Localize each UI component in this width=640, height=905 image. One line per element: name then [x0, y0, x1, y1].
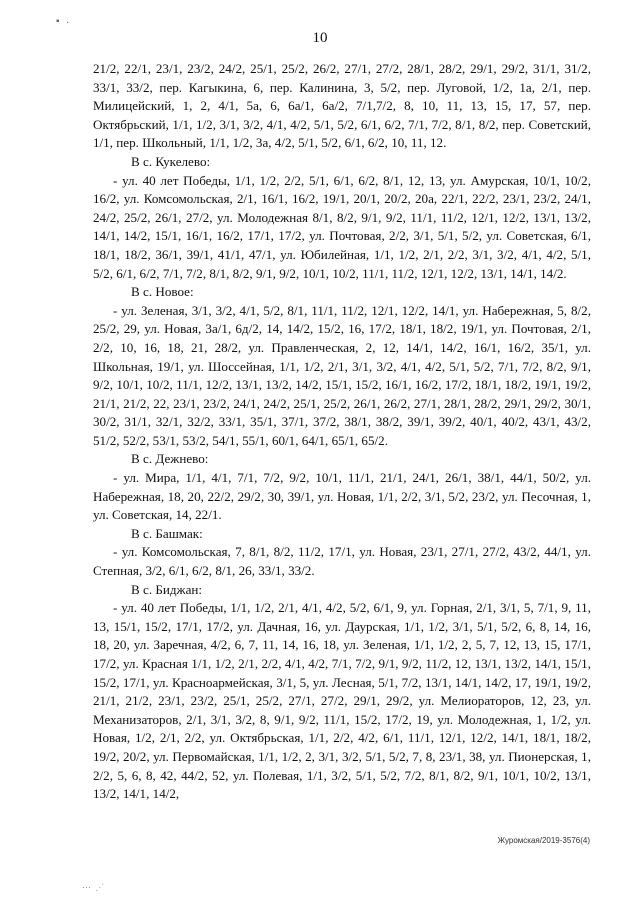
document-body — [93, 60, 591, 804]
address-list: - ул. Комсомольская, 7, 8/1, 8/2, 11/2, 17/1, ул. Новая, 23/1, 27/1, 27/2, 43/2, 44/1, ул. Степная, 3/2, 6/1, 6/2, 8/1, 26, 33/1, 33/2. — [93, 544, 591, 579]
document-footer: Журомская/2019-3576(4) — [497, 836, 590, 845]
scan-speck: · — [66, 18, 70, 29]
scan-artifact: ⋯ ⋰ — [82, 882, 106, 892]
section-heading: В с. Биджан: — [131, 581, 203, 597]
address-list: - ул. 40 лет Победы, 1/1, 1/2, 2/1, 4/1, 4/2, 5/2, 6/1, 9, ул. Горная, 2/1, 3/1, 5, 7/1, 9, 11, 13, 15/1, 15/2, 17/1, 17/2, ул. Дачная, 16, ул. Даурская, 1/1, 1/2, 3/1, 5/1, 5/2, 6, 8, 14, 16, 18, 20, ул. Заречная, 4/2, 6, 7, 11, 14, 16, 18, ул. Зеленая, 1/1, 1/2, 2, 5, 7, 12, 13, 15, 17/1, 17/2, ул. Красная 1/1, 1/2, 2/1, 2/2, 4/1, 4/2, 7/1, 7/2, 9/1, 9/2, 11/2, 12, 13/1, 13/2, 14/1, 15/1, 15/2, 17/1, ул. Красноармейская, 3/1, 5, ул. Лесная, 5/1, 7/2, 13/1, 14/1, 14/2, 17, 19/1, 19/2, 21/1, 21/2, 23/1, 23/2, 25/1, 25/2, 27/1, 27/2, 29/1, 29/2, ул. Мелиораторов, 12, 23, ул. Механизаторов, 2/1, 3/1, 3/2, 8, 9/1, 9/2, 11/1, 15/2, 17/2, 19, ул. Молодежная, 1, 1/2, ул. Новая, 1/2, 2/1, 2/2, ул. Октябрьская, 1/1, 2/2, 4/2, 6/1, 11/1, 12/1, 12/2, 14/1, 18/1, 18/2, 19/2, 20/2, ул. Первомайская, 1/1, 1/2, 2, 3/1, 3/2, 5/1, 5/2, 7, 8, 23/1, 38, ул. Пионерская, 1, 2/2, 5, 6, 8, 42, 44/2, 52, ул. Полевая, 1/1, 3/2, 5/1, 5/2, 7/2, 8/1, 8/2, 9/1, 10/1, 10/2, 13/1, 13/2, 14/1, 14/2, — [93, 600, 591, 802]
address-list: - ул. Зеленая, 3/1, 3/2, 4/1, 5/2, 8/1, 11/1, 11/2, 12/1, 12/2, 14/1, ул. Набережная, 5, 8/2, 25/2, 29, ул. Новая, 3а/1, 6д/2, 14, 14/2, 15/2, 16, 17/2, 18/1, 18/2, 19/1, ул. Почтовая, 2/1, 2/2, 10, 16, 18, 21, 28/2, ул. Правленческая, 2, 12, 14/1, 14/2, 16/1, 16/2, 35/1, ул. Школьная, 19/1, ул. Шоссейная, 1/1, 1/2, 2/1, 3/1, 3/2, 4/1, 4/2, 5/1, 5/2, 7/1, 7/2, 8/2, 9/1, 9/2, 10/1, 10/2, 11/1, 12/2, 13/1, 13/2, 14/2, 15/1, 15/2, 16/1, 16/2, 17/2, 18/1, 18/2, 19/1, 19/2, 21/1, 21/2, 22, 23/1, 23/2, 24/1, 24/2, 25/1, 25/2, 26/1, 26/2, 27/1, 28/1, 28/2, 29/1, 29/2, 30/1, 30/2, 31/1, 32/1, 32/2, 33/1, 35/1, 37/1, 37/2, 38/1, 38/2, 39/1, 39/2, 40/1, 40/2, 43/1, 43/2, 51/2, 52/2, 53/1, 53/2, 54/1, 55/1, 60/1, 64/1, 65/1, 65/2. — [93, 302, 591, 448]
address-list: - ул. Мира, 1/1, 4/1, 7/1, 7/2, 9/2, 10/1, 11/1, 21/1, 24/1, 26/1, 38/1, 44/1, 50/2, ул. Набережная, 18, 20, 22/2, 29/2, 30, 39/1, ул. Новая, 1/1, 2/2, 3/1, 5/2, 23/2, ул. Песочная, 1, ул. Советская, 14, 22/1. — [93, 470, 591, 523]
scan-speck: ▪ — [56, 16, 60, 27]
section-heading: В с. Башмак: — [131, 525, 203, 541]
address-list: - ул. 40 лет Победы, 1/1, 1/2, 2/2, 5/1, 6/1, 6/2, 8/1, 12, 13, ул. Амурская, 10/1, 10/2, 16/2, ул. Комсомольская, 2/1, 16/1, 16/2, 19/1, 20/1, 20/2, 20а, 22/1, 22/2, 23/1, 23/2, 24/1, 24/2, 25/2, 26/1, 27/2, ул. Молодежная 8/1, 8/2, 9/1, 9/2, 11/1, 11/2, 12/1, 12/2, 13/1, 13/2, 14/1, 14/2, 15/1, 16/1, 16/2, 17/1, 17/2, ул. Почтовая, 2/2, 3/1, 5/1, 5/2, ул. Советская, 6/1, 18/1, 18/2, 36/1, 39/1, 41/1, 47/1, ул. Юбилейная, 1/1, 1/2, 2/1, 2/2, 3/1, 3/2, 4/1, 4/2, 5/1, 5/2, 6/1, 6/2, 7/1, 7/2, 8/1, 8/2, 9/1, 9/2, 10/1, 10/2, 11/1, 11/2, 12/1, 12/2, 13/1, 14/1, 14/2. — [93, 172, 591, 281]
section-heading: В с. Дежнево: — [131, 451, 209, 467]
paragraph: 21/2, 22/1, 23/1, 23/2, 24/2, 25/1, 25/2, 26/2, 27/1, 27/2, 28/1, 28/2, 29/1, 29/2, 31/1, 31/2, 33/1, 33/2, пер. Кагыкина, 6, пер. Калинина, 3, 5/2, пер. Луговой, 1/2, 1а, 2/1, пер. Милицейский, 1, 2, 4/1, 5а, 6, 6а/1, 6а/2, 7/1,7/2, 8, 10, 11, 13, 15, 17, 57, пер. Октябрьский, 1/1, 1/2, 3/1, 3/2, 4/1, 4/2, 5/1, 5/2, 6/1, 6/2, 7/1, 7/2, 8/1, 8/2, пер. Советский, 1/1, пер. Школьный, 1/1, 1/2, 3а, 4/2, 5/1, 5/2, 6/1, 6/2, 10, 11, 12. — [93, 61, 591, 151]
page-number: 10 — [312, 30, 328, 46]
section-heading: В с. Кукелево: — [131, 153, 211, 169]
section-heading: В с. Новое: — [131, 284, 194, 300]
